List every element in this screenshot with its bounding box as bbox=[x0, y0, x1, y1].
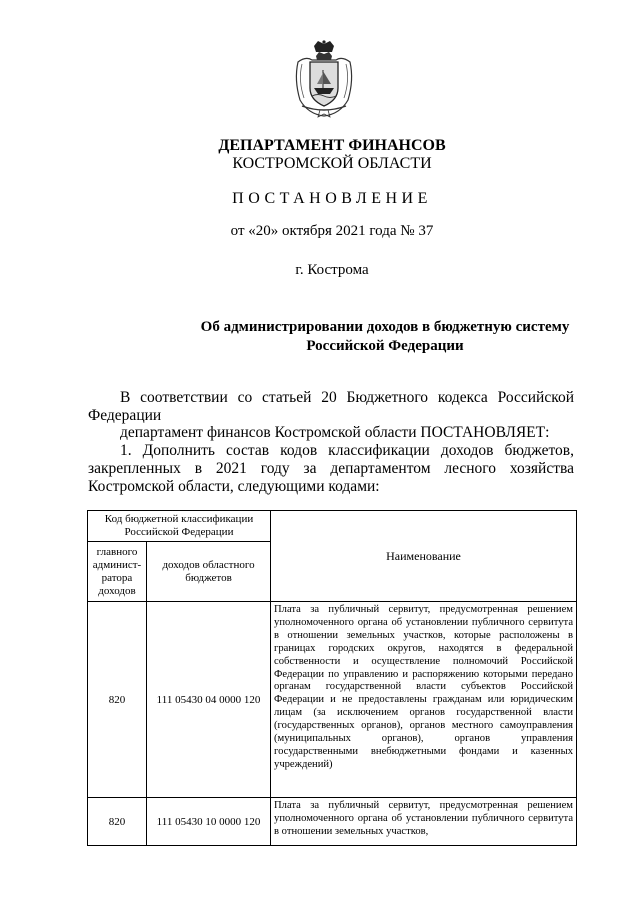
paragraph-1-line-2: Федерации bbox=[88, 407, 162, 424]
document-title-line-1: Об администрировании доходов в бюджетную систему bbox=[200, 319, 570, 335]
table-header-row bbox=[88, 511, 577, 542]
paragraph-3-line-2: закрепленных в 2021 году за департаментом лесного хозяйства bbox=[88, 460, 574, 477]
table-header-group: Код бюджетной классификации Российской Федерации bbox=[88, 511, 271, 542]
table-header-name: Наименование bbox=[271, 511, 577, 602]
table-row bbox=[88, 602, 577, 798]
paragraph-3-line-1: 1. Дополнить состав кодов классификации доходов бюджетов, bbox=[120, 442, 574, 459]
table-cell-name: Плата за публичный сервитут, предусмотренная решением уполномоченного органа об установлении публичного сервитута в отношении земельных участков, bbox=[271, 798, 577, 846]
department-name: ДЕПАРТАМЕНТ ФИНАНСОВ bbox=[218, 137, 446, 154]
paragraph-2: департамент финансов Костромской области ПОСТАНОВЛЯЕТ: bbox=[120, 424, 550, 441]
paragraph-1-line-1: В соответствии со статьей 20 Бюджетного кодекса Российской bbox=[120, 389, 574, 406]
table-cell-code: 111 05430 10 0000 120 bbox=[147, 798, 271, 846]
table-cell-admin: 820 bbox=[88, 798, 147, 846]
document-type: ПОСТАНОВЛЕНИЕ bbox=[232, 190, 432, 207]
paragraph-3-line-3: Костромской области, следующими кодами: bbox=[88, 478, 380, 495]
coat-of-arms-icon bbox=[292, 40, 356, 118]
document-title bbox=[110, 318, 640, 356]
table-cell-admin: 820 bbox=[88, 602, 147, 798]
codes-table bbox=[87, 510, 577, 846]
table-cell-name: Плата за публичный сервитут, предусмотренная решением уполномоченного органа об установлении публичного сервитута в отношении земельных участков, которые расположены в границах городских округов, находятся в федеральной собственности и осуществление полномочий Российской Федерации по управлению и распоряжению которыми передано органам государственной власти субъектов Российской Федерации и не предоставлены гражданам или юридическим лицам (за исключением органов государственной власти (государственных органов), органов местного самоуправления (муниципальных органов), органов управления государственными внебюджетными фондами и казенных учреждений) bbox=[271, 602, 577, 798]
table-header-code: доходов областного бюджетов bbox=[147, 542, 271, 602]
table-row bbox=[88, 798, 577, 846]
table-header-admin: главного админист-ратора доходов bbox=[88, 542, 147, 602]
document-city: г. Кострома bbox=[295, 262, 369, 278]
document-title-line-2: Российской Федерации bbox=[306, 338, 464, 354]
table-cell-code: 111 05430 04 0000 120 bbox=[147, 602, 271, 798]
department-region: КОСТРОМСКОЙ ОБЛАСТИ bbox=[232, 155, 432, 172]
document-date-number: от «20» октября 2021 года № 37 bbox=[230, 223, 434, 239]
